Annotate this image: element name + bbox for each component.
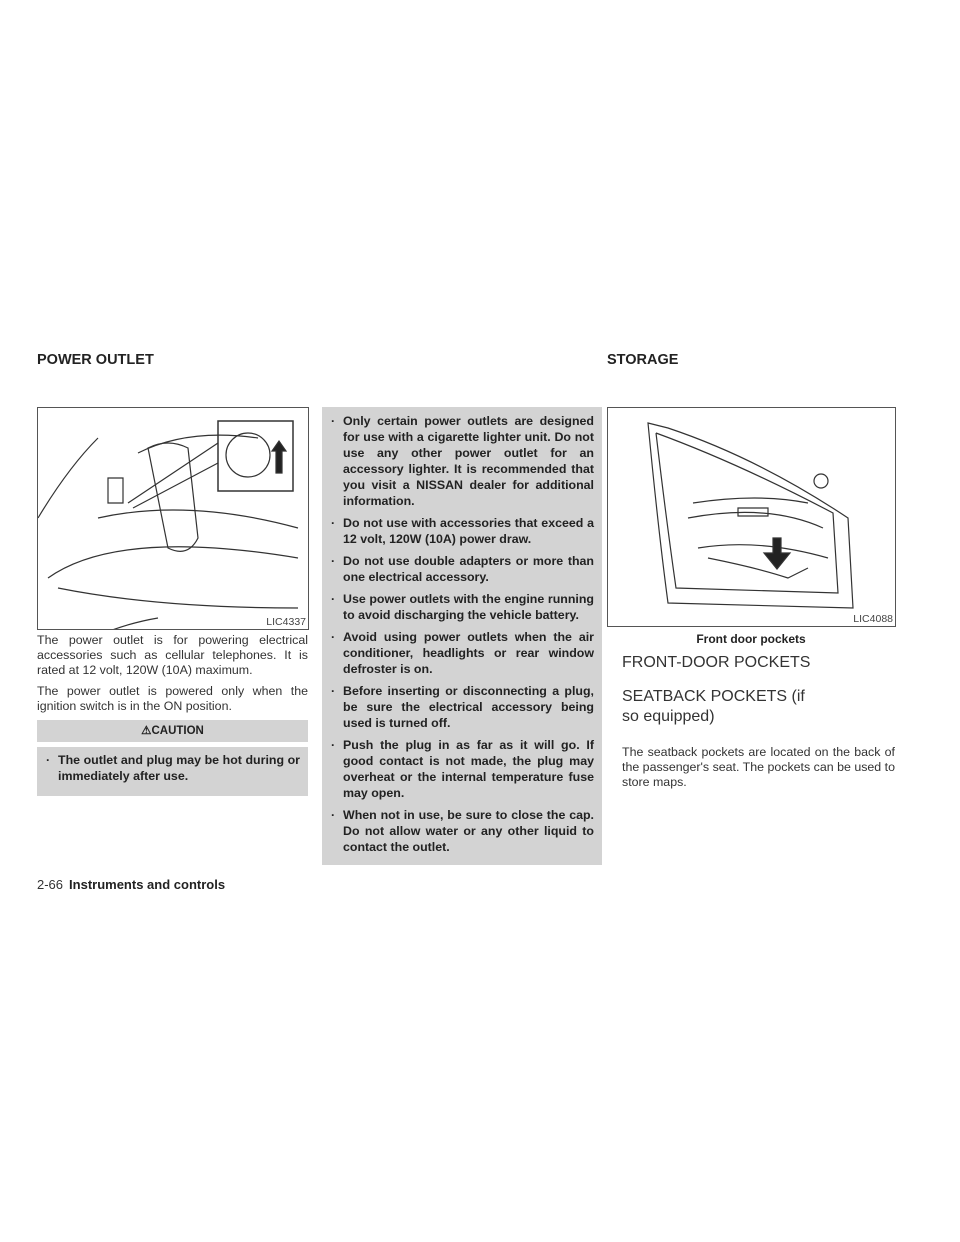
door-drawing	[608, 408, 895, 626]
figure-caption: Front door pockets	[696, 632, 806, 646]
caution-item: · Before inserting or disconnecting a plug, be sure the electrical accessory being used is turned off.	[331, 684, 594, 730]
console-drawing	[38, 408, 308, 629]
page-footer	[37, 877, 225, 892]
caution-title: CAUTION	[151, 725, 204, 737]
seatback-text: The seatback pockets are located on the back of the passenger's seat. The pockets can be used to store maps.	[622, 745, 895, 789]
caution-box-right	[322, 407, 602, 865]
power-outlet-text	[37, 633, 308, 720]
caution-item: · Only certain power outlets are designed for use with a cigarette lighter unit. Do not use any other power outlet for an accessory lighter. It is recommended that you visit a NISSAN dealer for additional information.	[331, 414, 594, 508]
warning-icon: ⚠	[141, 725, 152, 737]
heading-power-outlet: POWER OUTLET	[37, 352, 154, 368]
caution-item: · Use power outlets with the engine running to avoid discharging the vehicle battery.	[331, 592, 594, 622]
caution-box-left	[37, 747, 308, 796]
heading-storage: STORAGE	[607, 352, 679, 368]
caution-item: · When not in use, be sure to close the cap. Do not allow water or any other liquid to contact the outlet.	[331, 808, 594, 854]
caution-item: · Push the plug in as far as it will go. If good contact is not made, the plug may overheat or the internal temperature fuse may open.	[331, 738, 594, 800]
page-number: 2-66	[37, 877, 64, 892]
door-pocket-illustration	[607, 407, 896, 627]
subheading-front-door-pockets: FRONT-DOOR POCKETS	[622, 654, 811, 671]
caution-item: · Avoid using power outlets when the air conditioner, headlights or rear window defroster is on.	[331, 630, 594, 676]
section-title: Instruments and controls	[69, 877, 226, 892]
paragraph: The power outlet is powered only when the ignition switch is in the ON position.	[37, 684, 308, 713]
caution-item: · Do not use with accessories that exceed a 12 volt, 120W (10A) power draw.	[331, 516, 594, 546]
subheading-seatback-pockets: SEATBACK POCKETS (if so equipped)	[622, 688, 805, 725]
caution-header	[37, 720, 308, 742]
figure-id: LIC4337	[266, 616, 306, 628]
paragraph: The power outlet is for powering electrical accessories such as cellular telephones. It is rated at 12 volt, 120W (10A) maximum.	[37, 633, 308, 677]
caution-item: · The outlet and plug may be hot during or immediately after use.	[46, 753, 300, 783]
figure-id: LIC4088	[853, 613, 893, 625]
caution-item: · Do not use double adapters or more than one electrical accessory.	[331, 554, 594, 584]
power-outlet-illustration	[37, 407, 309, 630]
